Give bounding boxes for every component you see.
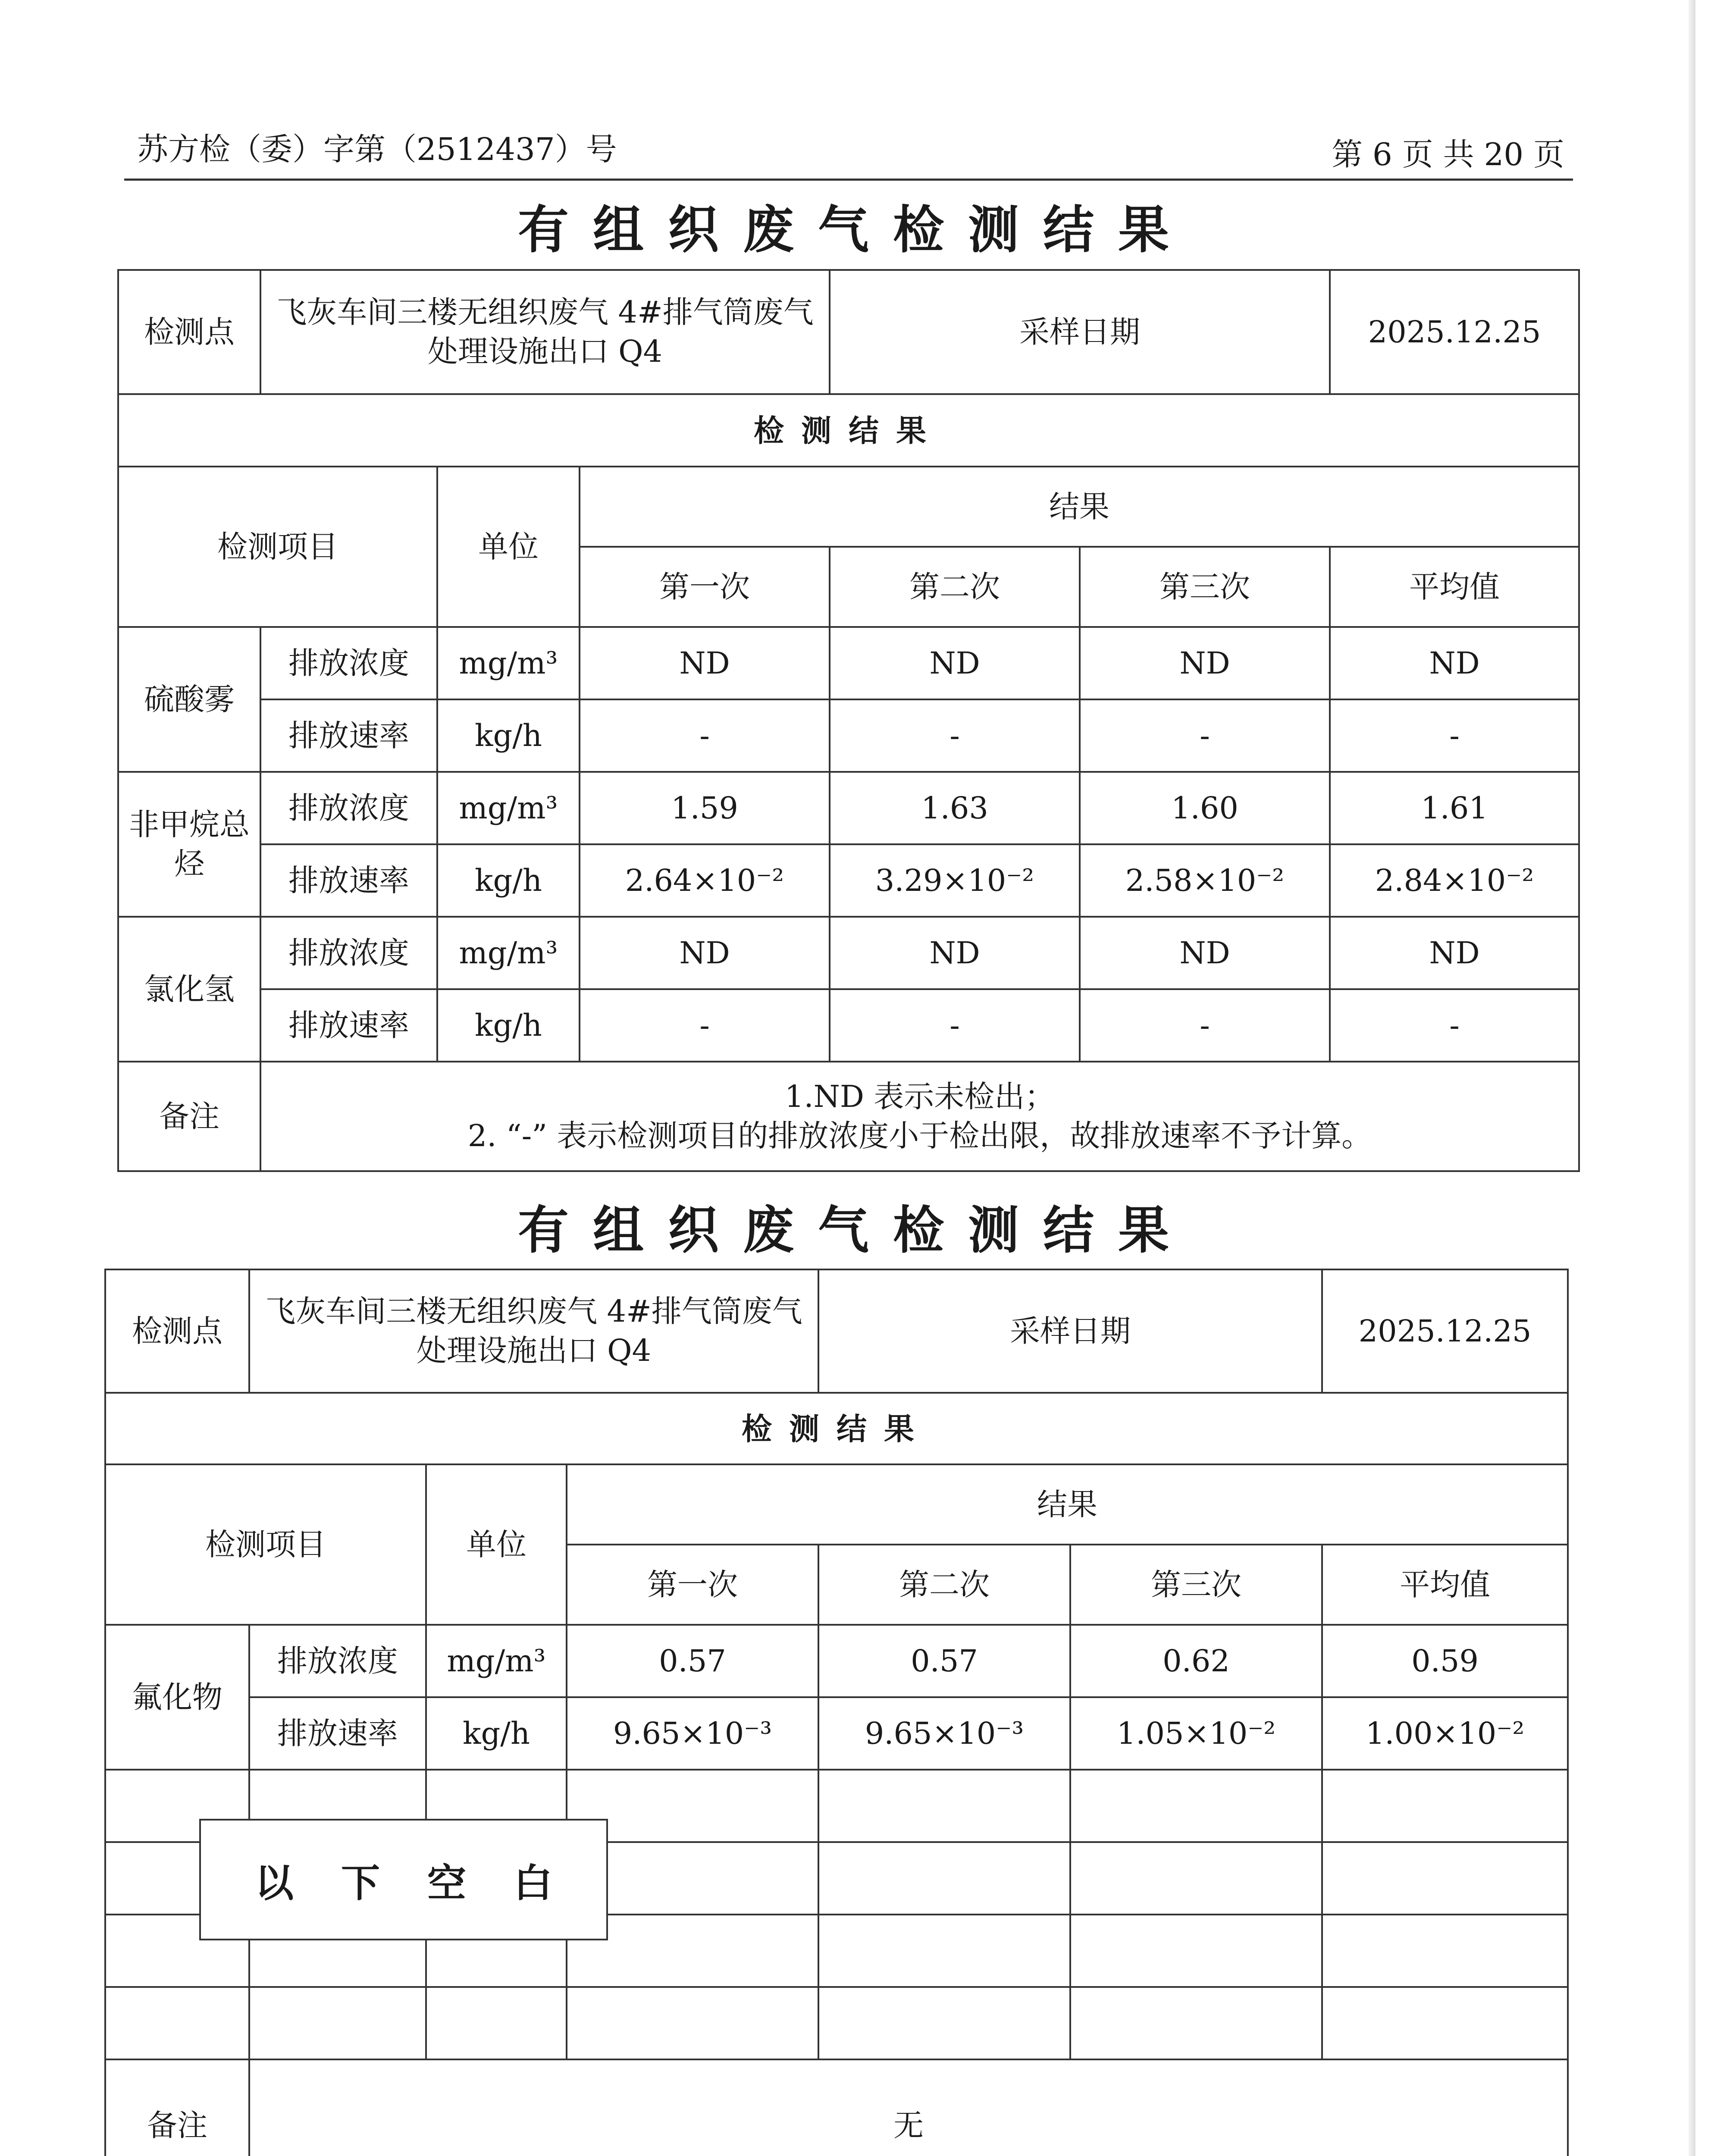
point-value: 飞灰车间三楼无组织废气 4#排气筒废气处理设施出口 Q4 (260, 270, 830, 394)
blank-note: 以下空白 (255, 1860, 600, 1906)
value: - (1330, 989, 1579, 1062)
date-value: 2025.12.25 (1322, 1269, 1568, 1393)
group-name: 非甲烷总烃 (118, 772, 260, 917)
col-unit: 单位 (426, 1464, 567, 1625)
col-result: 结果 (567, 1464, 1568, 1545)
report-number: 苏方检（委）字第（2512437）号 (137, 131, 617, 167)
value: 0.57 (567, 1625, 818, 1697)
unit: kg/h (437, 844, 580, 917)
header-rule (124, 179, 1573, 181)
remark-row (118, 1062, 1579, 1171)
remark-label: 备注 (105, 2059, 249, 2156)
results-header: 检测结果 (118, 394, 1579, 467)
section-2-title: 有组织废气检测结果 (517, 1200, 1193, 1260)
col-run-2: 第二次 (830, 547, 1080, 627)
unit: kg/h (426, 1697, 567, 1770)
info-row (105, 1269, 1568, 1393)
table-row (118, 699, 1579, 772)
value: ND (580, 627, 830, 699)
value: ND (830, 917, 1080, 989)
col-run-2: 第二次 (818, 1545, 1070, 1625)
value: ND (1080, 627, 1330, 699)
unit: kg/h (437, 989, 580, 1062)
value: 0.62 (1070, 1625, 1322, 1697)
value: 0.59 (1322, 1625, 1568, 1697)
param: 排放浓度 (260, 917, 437, 989)
table-row (118, 917, 1579, 989)
col-unit: 单位 (437, 467, 580, 627)
table-row (105, 1697, 1568, 1770)
unit: mg/m³ (437, 772, 580, 844)
remark-text: 无 (249, 2059, 1568, 2156)
param: 排放浓度 (260, 627, 437, 699)
param: 排放浓度 (260, 772, 437, 844)
param: 排放速率 (260, 844, 437, 917)
group-name: 氯化氢 (118, 917, 260, 1062)
col-item: 检测项目 (105, 1464, 426, 1625)
point-label: 检测点 (105, 1269, 249, 1393)
col-item: 检测项目 (118, 467, 437, 627)
table-row (118, 844, 1579, 917)
section-1-title: 有组织废气检测结果 (517, 200, 1193, 260)
value: ND (580, 917, 830, 989)
unit: mg/m³ (437, 917, 580, 989)
page-info: 第 6 页 共 20 页 (1332, 136, 1564, 172)
table-row (118, 772, 1579, 844)
value: 1.00×10⁻² (1322, 1697, 1568, 1770)
value: 0.57 (818, 1625, 1070, 1697)
value: 1.61 (1330, 772, 1579, 844)
value: ND (1080, 917, 1330, 989)
value: 2.58×10⁻² (1080, 844, 1330, 917)
value: - (1080, 989, 1330, 1062)
param: 排放速率 (249, 1697, 426, 1770)
table-row (118, 989, 1579, 1062)
col-run-3: 第三次 (1080, 547, 1330, 627)
value: 9.65×10⁻³ (818, 1697, 1070, 1770)
scan-edge (1689, 0, 1695, 2156)
info-row (118, 270, 1579, 394)
point-value: 飞灰车间三楼无组织废气 4#排气筒废气处理设施出口 Q4 (249, 1269, 818, 1393)
remark-line: 1.ND 表示未检出； (784, 1079, 1055, 1114)
date-value: 2025.12.25 (1330, 270, 1579, 394)
point-label: 检测点 (118, 270, 260, 394)
value: - (580, 699, 830, 772)
group-name: 硫酸雾 (118, 627, 260, 772)
results-table-1 (117, 269, 1580, 1172)
param: 排放浓度 (249, 1625, 426, 1697)
value: 9.65×10⁻³ (567, 1697, 818, 1770)
value: ND (830, 627, 1080, 699)
unit: mg/m³ (437, 627, 580, 699)
col-average: 平均值 (1322, 1545, 1568, 1625)
value: 1.63 (830, 772, 1080, 844)
value: 1.59 (580, 772, 830, 844)
blank-stamp (199, 1819, 608, 1940)
table-row (105, 1625, 1568, 1697)
date-label: 采样日期 (818, 1269, 1322, 1393)
value: 3.29×10⁻² (830, 844, 1080, 917)
group-name: 氟化物 (105, 1625, 249, 1770)
remark-line: 2. “-” 表示检测项目的排放浓度小于检出限，故排放速率不予计算。 (467, 1118, 1372, 1153)
col-average: 平均值 (1330, 547, 1579, 627)
value: - (1330, 699, 1579, 772)
page-header (124, 120, 1564, 176)
col-run-1: 第一次 (580, 547, 830, 627)
value: - (1080, 699, 1330, 772)
unit: kg/h (437, 699, 580, 772)
results-header: 检测结果 (105, 1393, 1568, 1464)
value: - (830, 989, 1080, 1062)
date-label: 采样日期 (830, 270, 1330, 394)
remark-label: 备注 (118, 1062, 260, 1171)
value: ND (1330, 627, 1579, 699)
value: ND (1330, 917, 1579, 989)
value: 2.84×10⁻² (1330, 844, 1579, 917)
value: - (580, 989, 830, 1062)
unit: mg/m³ (426, 1625, 567, 1697)
results-table-2 (104, 1269, 1569, 2156)
col-result: 结果 (580, 467, 1579, 547)
remark-text (260, 1062, 1579, 1171)
table-row (118, 627, 1579, 699)
value: 2.64×10⁻² (580, 844, 830, 917)
value: 1.60 (1080, 772, 1330, 844)
col-run-1: 第一次 (567, 1545, 818, 1625)
remark-row (105, 2059, 1568, 2156)
col-run-3: 第三次 (1070, 1545, 1322, 1625)
blank-row (105, 1987, 1568, 2059)
param: 排放速率 (260, 989, 437, 1062)
value: - (830, 699, 1080, 772)
param: 排放速率 (260, 699, 437, 772)
value: 1.05×10⁻² (1070, 1697, 1322, 1770)
